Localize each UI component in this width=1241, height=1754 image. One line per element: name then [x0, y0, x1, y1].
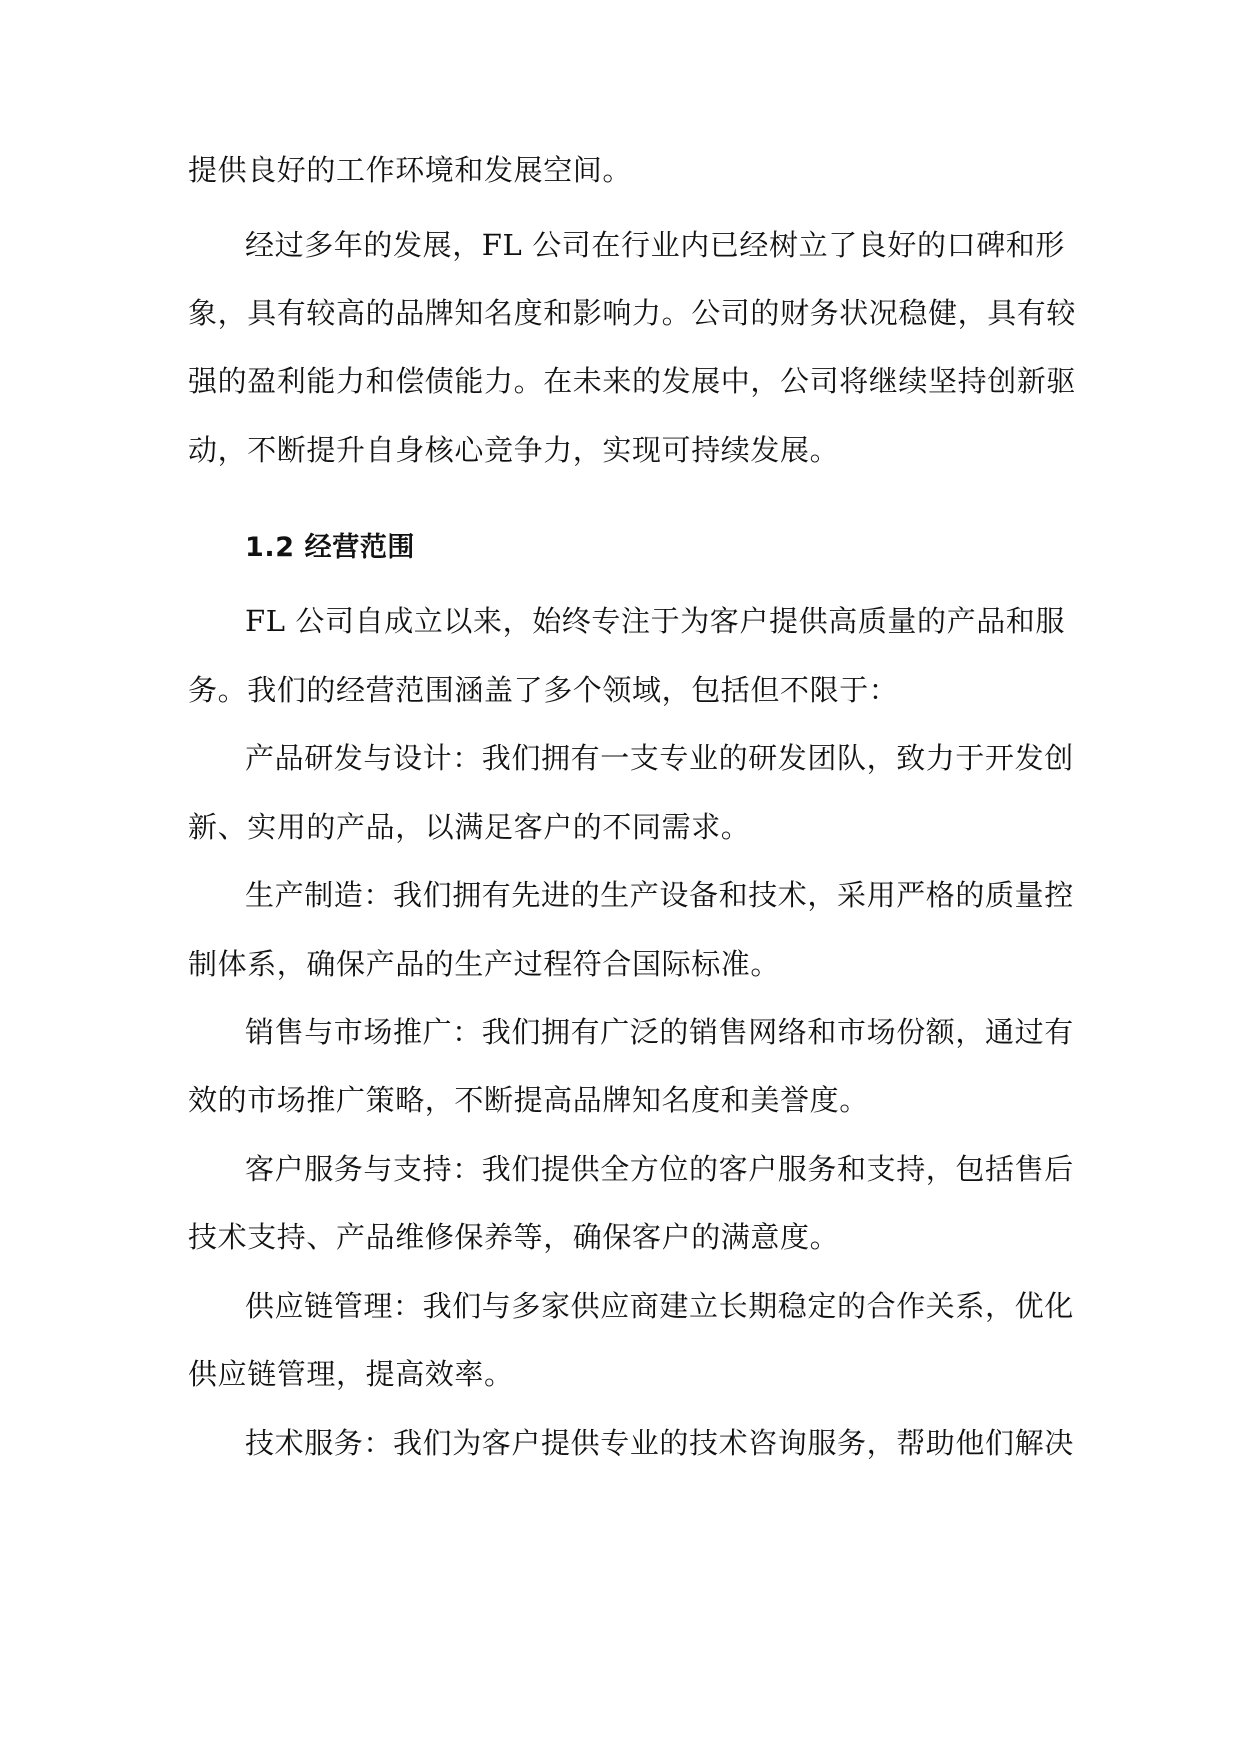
paragraph-line: 产品研发与设计：我们拥有一支专业的研发团队，致力于开发创	[245, 741, 1074, 775]
paragraph-line: 技术服务：我们为客户提供专业的技术咨询服务，帮助他们解决	[245, 1426, 1074, 1460]
paragraph-line: 生产制造：我们拥有先进的生产设备和技术，采用严格的质量控	[245, 878, 1074, 912]
section-heading: 1.2 经营范围	[245, 532, 416, 563]
paragraph-line: 提供良好的工作环境和发展空间。	[188, 153, 633, 187]
paragraph-line: 销售与市场推广：我们拥有广泛的销售网络和市场份额，通过有	[245, 1015, 1074, 1049]
paragraph-line: 客户服务与支持：我们提供全方位的客户服务和支持，包括售后	[245, 1152, 1074, 1186]
paragraph-line: 象，具有较高的品牌知名度和影响力。公司的财务状况稳健，具有较	[188, 296, 1077, 330]
paragraph-line: 制体系，确保产品的生产过程符合国际标准。	[188, 947, 781, 981]
paragraph-line: 强的盈利能力和偿债能力。在未来的发展中，公司将继续坚持创新驱	[188, 364, 1077, 398]
paragraph-line: 供应链管理，提高效率。	[188, 1357, 514, 1391]
paragraph-line: FL 公司自成立以来，始终专注于为客户提供高质量的产品和服	[245, 604, 1065, 638]
paragraph-line: 动，不断提升自身核心竞争力，实现可持续发展。	[188, 433, 840, 467]
paragraph-line: 效的市场推广策略，不断提高品牌知名度和美誉度。	[188, 1083, 869, 1117]
paragraph-line: 技术支持、产品维修保养等，确保客户的满意度。	[188, 1220, 840, 1254]
paragraph-line: 务。我们的经营范围涵盖了多个领域，包括但不限于：	[188, 673, 899, 707]
paragraph-line: 经过多年的发展，FL 公司在行业内已经树立了良好的口碑和形	[245, 228, 1065, 262]
paragraph-line: 新、实用的产品，以满足客户的不同需求。	[188, 810, 751, 844]
paragraph-line: 供应链管理：我们与多家供应商建立长期稳定的合作关系，优化	[245, 1289, 1074, 1323]
